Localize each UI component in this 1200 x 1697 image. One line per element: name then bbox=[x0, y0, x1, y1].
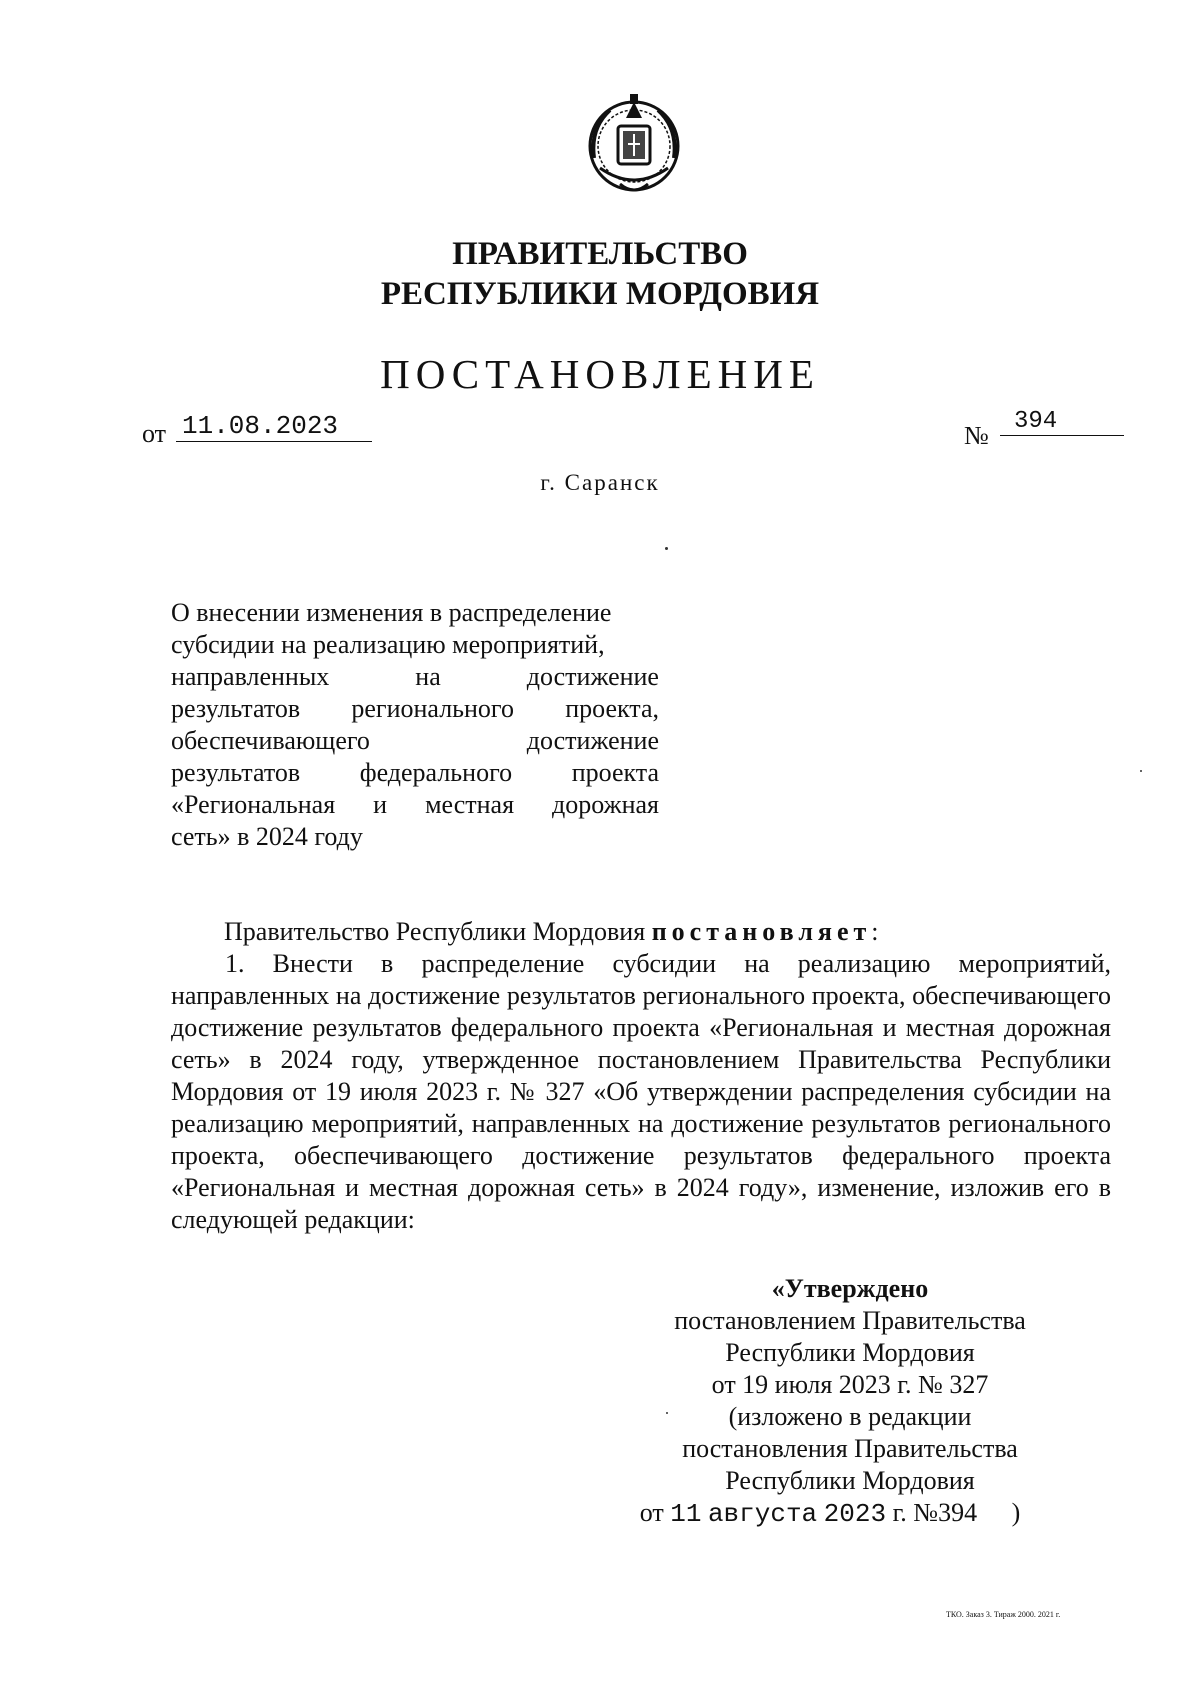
approval-line: постановления Правительства bbox=[682, 1434, 1018, 1463]
lead-paragraph: Правительство Республики Мордовия постановляет: bbox=[224, 917, 879, 946]
subject-line: обеспечивающего достижение bbox=[171, 726, 659, 755]
resolution-verb: постановляет bbox=[651, 917, 872, 946]
scan-speck bbox=[1140, 770, 1142, 772]
date-prefix: от bbox=[142, 419, 167, 448]
subject-line: направленных на достижение bbox=[171, 662, 659, 691]
scan-speck bbox=[666, 1412, 668, 1414]
subject-line: субсидии на реализацию мероприятий, bbox=[171, 630, 605, 659]
approval-stamp bbox=[600, 1273, 1100, 1530]
subject-line: результатов регионального проекта, bbox=[171, 694, 659, 723]
coat-of-arms-emblem bbox=[580, 88, 688, 200]
authority-name-line1: ПРАВИТЕЛЬСТВО bbox=[452, 236, 748, 272]
number-sign: № bbox=[964, 421, 989, 450]
document-type-title: ПОСТАНОВЛЕНИЕ bbox=[380, 351, 820, 397]
approval-line: от 19 июля 2023 г. № 327 bbox=[711, 1370, 989, 1399]
document-body bbox=[171, 916, 1111, 1236]
approval-date-line: от 11 августа 2023 г. №394 ) bbox=[639, 1498, 1021, 1529]
subject-line: сеть» в 2024 году bbox=[171, 822, 363, 851]
document-date: 11.08.2023 bbox=[176, 411, 372, 442]
city-line: г. Саранск bbox=[540, 470, 660, 495]
authority-name-line2: РЕСПУБЛИКИ МОРДОВИЯ bbox=[380, 276, 820, 312]
approval-line: постановлением Правительства bbox=[674, 1306, 1026, 1335]
document-number: 394 bbox=[1000, 408, 1124, 436]
document-subject bbox=[171, 597, 659, 853]
item-1-paragraph: 1. Внести в распределение субсидии на реализацию мероприятий, направленных на достижение результатов регионального проекта, обеспечивающего достижение результатов федерального проекта «Региональная и местная дорожная сеть» в 2024 году, утвержденное постановлением Правительства Республики Мордовия от 19 июля 2023 г. № 327 «Об утверждении распределения субсидии на реализацию мероприятий, направленных на достижение результатов регионального проекта, обеспечивающего достижение результатов федерального проекта «Региональная и местная дорожная сеть» в 2024 году», изменение, изложив его в следующей редакции: bbox=[171, 949, 1111, 1234]
approval-line: Республики Мордовия bbox=[725, 1466, 975, 1495]
subject-line: «Региональная и местная дорожная bbox=[171, 790, 659, 819]
print-info-footer: ТКО. Заказ 3. Тираж 2000. 2021 г. bbox=[946, 1610, 1061, 1619]
scan-speck bbox=[665, 547, 668, 550]
approval-line: (изложено в редакции bbox=[728, 1402, 972, 1431]
approval-title: «Утверждено bbox=[771, 1274, 929, 1303]
subject-line: результатов федерального проекта bbox=[171, 758, 659, 787]
approval-line: Республики Мордовия bbox=[725, 1338, 975, 1367]
subject-line: О внесении изменения в распределение bbox=[171, 598, 612, 627]
